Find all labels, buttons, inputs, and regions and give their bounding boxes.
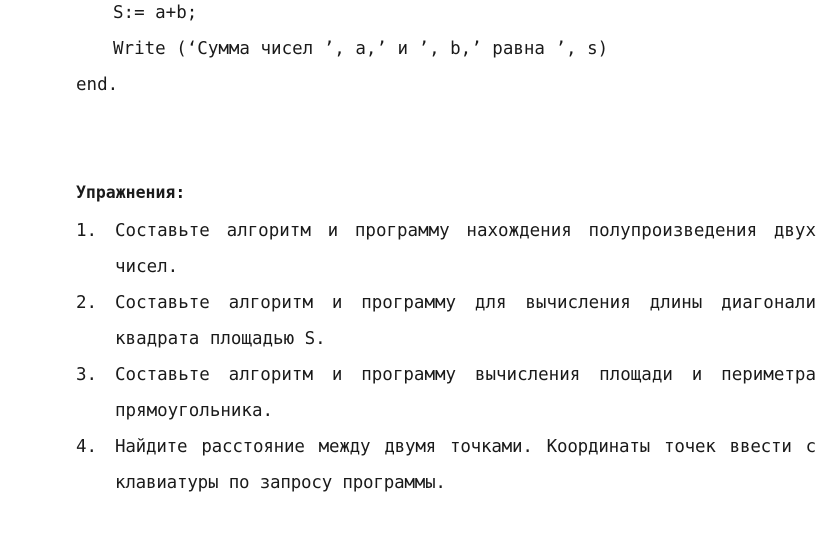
exercise-number: 3. — [76, 365, 98, 385]
exercise-text: Составьте алгоритм и программу нахождения полупроизведения двух чисел. — [115, 221, 816, 277]
exercise-text: Составьте алгоритм и программу вычисления площади и периметра прямоугольника. — [115, 365, 816, 421]
exercise-number: 4. — [76, 437, 98, 457]
exercise-text: Составьте алгоритм и программу для вычисления длины диагонали квадрата площадью S. — [115, 293, 816, 349]
code-line-end: end. — [76, 75, 119, 95]
exercises-heading: Упражнения: — [76, 183, 186, 202]
code-line-write: Write (‘Сумма чисел ’, a,’ и ’, b,’ равна ’, s) — [113, 39, 609, 59]
exercise-number: 1. — [76, 221, 98, 241]
exercise-text: Найдите расстояние между двумя точками. Координаты точек ввести с клавиатуры по запросу программы. — [115, 437, 816, 493]
exercise-number: 2. — [76, 293, 98, 313]
code-line-assignment: S:= a+b; — [113, 3, 198, 23]
